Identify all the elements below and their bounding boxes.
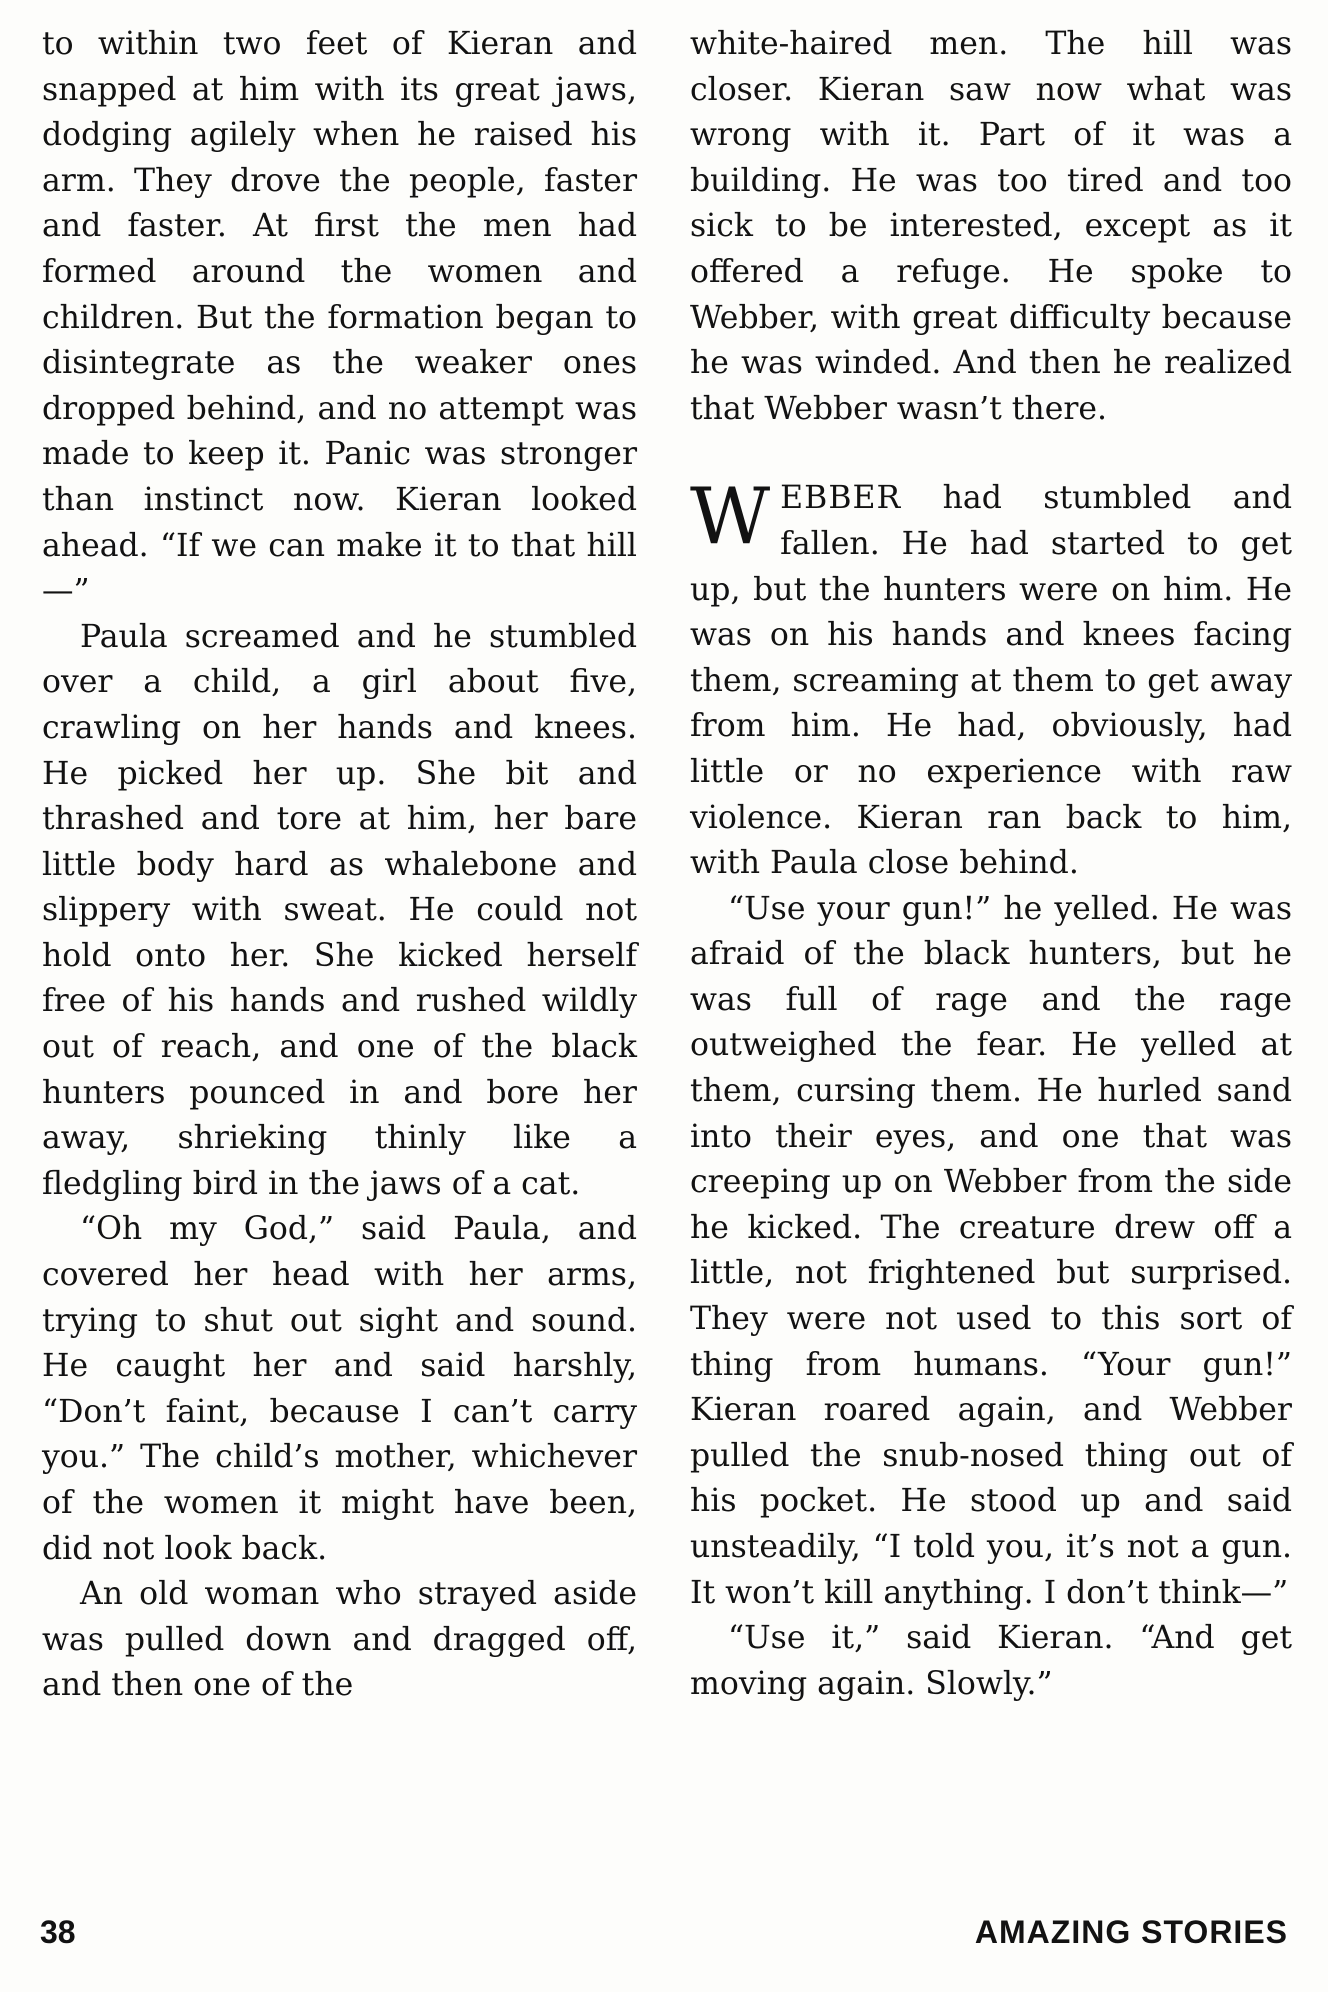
running-footer-title: AMAZING STORIES <box>974 1914 1288 1950</box>
paragraph: Paula screamed and he stumbled over a child, a girl about five, crawling on her hands and knees. He picked her up. She bit and thrashed and tore at him, her bare little body hard as whalebone and slippery with sweat. He could not hold onto her. She kicked herself free of his hands and rushed wildly out of reach, and one of the black hunters pounced in and bore her away, shrieking thinly like a fledgling bird in the jaws of a cat. <box>42 618 637 1202</box>
paragraph: “Use it,” said Kieran. “And get moving again. Slowly.” <box>690 1620 1292 1702</box>
opening-word: EBBER <box>780 480 902 517</box>
paragraph: to within two feet of Kieran and snapped at him with its great jaws, dodging agilely when he raised his arm. They drove the people, faster and faster. At first the men had formed around the women and children. But the formation began to disintegrate as the weaker ones dropped behind, and no attempt was made to keep it. Panic was stronger than instinct now. Kieran looked ahead. “If we can make it to that hill—” <box>42 26 637 610</box>
left-text-column <box>42 22 637 1709</box>
paragraph: An old woman who strayed aside was pulled down and dragged off, and then one of the <box>42 1576 637 1704</box>
paragraph-text: had stumbled and fallen. He had started to get up, but the hunters were on him. He was on his hands and knees facing them, screaming at them to get away from him. He had, obviously, had little or no experience with raw violence. Kieran ran back to him, with Paula close behind. <box>690 480 1292 882</box>
right-text-column <box>690 22 1292 1707</box>
paragraph: white-haired men. The hill was closer. Kieran saw now what was wrong with it. Part of it was a building. He was too tired and too sick to be interested, except as it offered a refuge. He spoke to Webber, with great difficulty because he was winded. And then he realized that Webber wasn’t there. <box>690 26 1292 427</box>
page-number: 38 <box>40 1914 76 1950</box>
paragraph: “Oh my God,” said Paula, and covered her head with her arms, trying to shut out sight and sound. He caught her and said harshly, “Don’t faint, because I can’t carry you.” The child’s mother, whichever of the women it might have been, did not look back. <box>42 1211 637 1567</box>
drop-cap: W <box>690 472 771 563</box>
paragraph: “Use your gun!” he yelled. He was afraid of the black hunters, but he was full of rage and the rage outweighed the fear. He yelled at them, cursing them. He hurled sand into their eyes, and one that was creeping up on Webber from the side he kicked. The creature drew off a little, not frightened but surprised. They were not used to this sort of thing from humans. “Your gun!” Kieran roared again, and Webber pulled the snub-nosed thing out of his pocket. He stood up and said unsteadily, “I told you, it’s not a gun. It won’t kill anything. I don’t think—” <box>690 890 1292 1611</box>
section-opening-paragraph <box>690 472 1292 886</box>
